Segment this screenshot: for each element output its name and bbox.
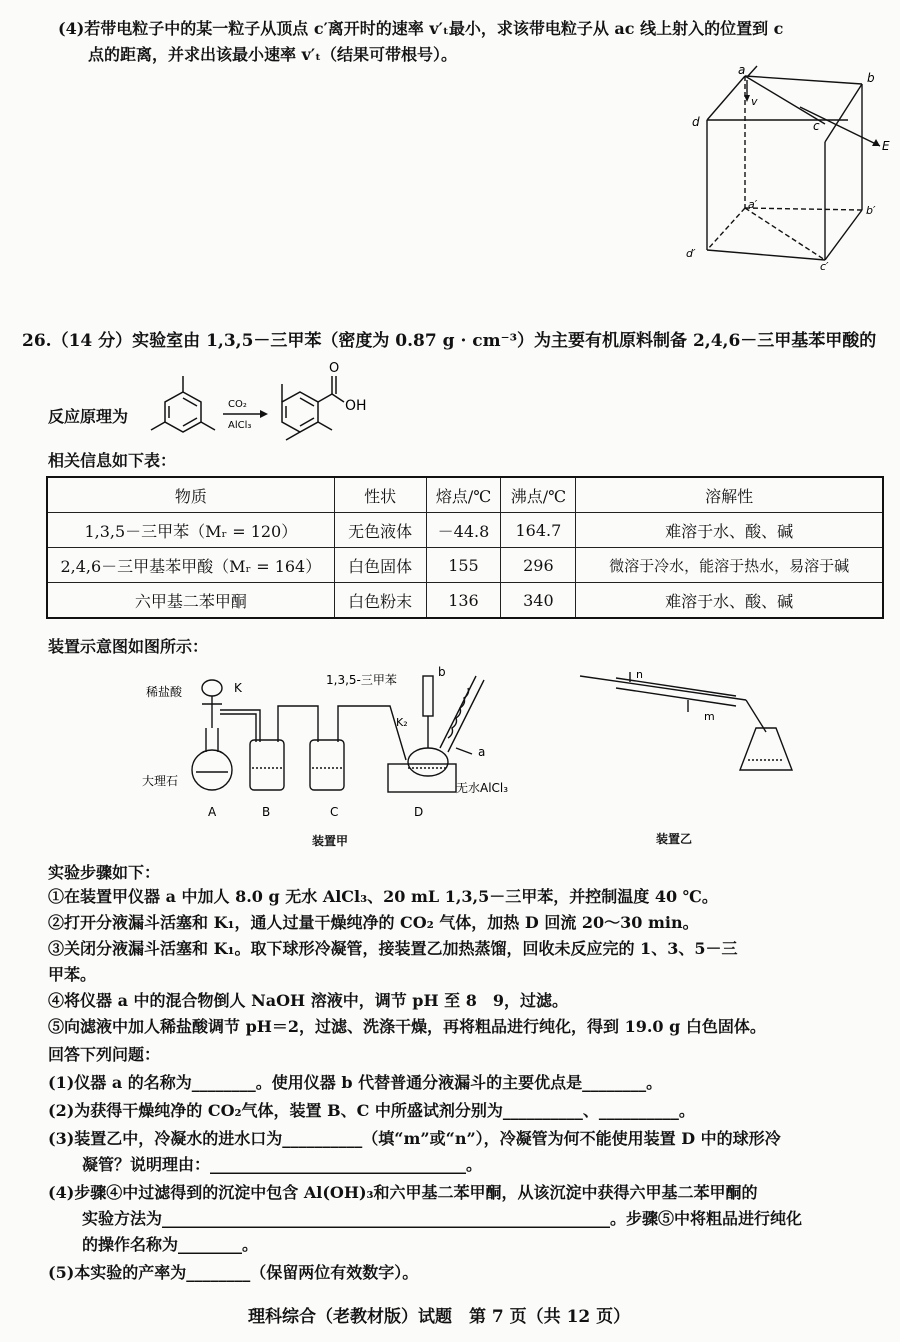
label-mesitylene: 1,3,5-三甲苯 — [326, 673, 397, 687]
table-header-row — [47, 477, 883, 513]
reaction-label: 反应原理为 — [48, 407, 129, 426]
question-3-cont: 凝管？说明理由：________________________________。 — [82, 1155, 483, 1174]
table-row — [47, 583, 883, 619]
table-header: 物质 — [47, 477, 334, 513]
label-m: m — [704, 710, 715, 723]
table-header: 沸点/℃ — [501, 477, 576, 513]
table-cell: 无色液体 — [334, 513, 426, 548]
table-header: 溶解性 — [576, 477, 883, 513]
label-dilute-hcl: 稀盐酸 — [146, 685, 183, 699]
table-header: 熔点/℃ — [426, 477, 501, 513]
cube-label-d-prime: d′ — [686, 247, 696, 260]
label-A: A — [208, 805, 217, 819]
cube-label-b-prime: b′ — [866, 204, 876, 217]
label-k2: K₂ — [396, 716, 408, 729]
table-cell: 白色粉末 — [334, 583, 426, 619]
label-alcl3: 无水AlCl₃ — [456, 781, 509, 795]
cube-label-a-prime: a′ — [748, 198, 758, 211]
question-4-cont2: 的操作名称为________。 — [82, 1235, 259, 1254]
page-footer: 理科综合（老教材版）试题 第 7 页（共 12 页） — [248, 1307, 631, 1327]
table-cell: 136 — [426, 583, 501, 619]
table-cell: 2,4,6－三甲基苯甲酸（Mᵣ = 164） — [47, 548, 334, 583]
cube-diagram — [680, 62, 900, 272]
device-yi-caption: 装置乙 — [656, 832, 693, 846]
label-B: B — [262, 805, 271, 819]
question-2: (2)为获得干燥纯净的 CO₂气体，装置 B、C 中所盛试剂分别为__________、__________。 — [48, 1101, 695, 1120]
apparatus-jia — [140, 660, 540, 820]
table-cell: 1,3,5－三甲苯（Mᵣ = 120） — [47, 513, 334, 548]
table-cell: 微溶于冷水，能溶于热水，易溶于碱 — [576, 548, 883, 583]
apparatus-yi — [576, 662, 806, 782]
label-marble: 大理石 — [142, 774, 179, 788]
reagent-co2: CO₂ — [228, 399, 247, 410]
cube-label-c: c — [813, 119, 820, 133]
question-4-cont: 实验方法为________________________________________________________。步骤⑤中将粗品进行纯化 — [82, 1209, 803, 1228]
table-row — [47, 513, 883, 548]
table-cell: 296 — [501, 548, 576, 583]
cube-label-v: v — [751, 95, 758, 108]
table-cell: 白色固体 — [334, 548, 426, 583]
property-table — [46, 476, 884, 619]
device-jia-caption: 装置甲 — [312, 834, 349, 848]
q25-part4-line1: (4)若带电粒子中的某一粒子从顶点 c′离开时的速率 v′ₜ最小，求该带电粒子从 ac 线上射入的位置到 c — [58, 19, 784, 38]
answer-intro: 回答下列问题： — [48, 1045, 161, 1064]
cube-label-a: a — [738, 63, 746, 77]
q25-part4-line2: 点的距离，并求出该最小速率 v′ₜ（结果可带根号）。 — [88, 45, 458, 64]
table-cell: 难溶于水、酸、碱 — [576, 513, 883, 548]
table-cell: 164.7 — [501, 513, 576, 548]
question-1: (1)仪器 a 的名称为________。使用仪器 b 代替普通分液漏斗的主要优点是________。 — [48, 1073, 663, 1092]
apparatus-intro: 装置示意图如图所示： — [48, 637, 209, 656]
label-D: D — [414, 805, 424, 819]
step-2: ②打开分液漏斗活塞和 K₁，通人过量干燥纯净的 CO₂ 气体，加热 D 回流 20～30 min。 — [48, 913, 699, 932]
reaction-scheme — [148, 360, 388, 450]
reagent-alcl3: AlCl₃ — [228, 420, 252, 431]
label-b: b — [438, 665, 446, 679]
label-n: n — [636, 668, 643, 681]
table-cell: 难溶于水、酸、碱 — [576, 583, 883, 619]
step-5: ⑤向滤液中加人稀盐酸调节 pH＝2，过滤、洗涤干燥，再将粗品进行纯化，得到 19.0 g 白色固体。 — [48, 1017, 766, 1036]
question-5: (5)本实验的产率为________（保留两位有效数字）。 — [48, 1263, 419, 1282]
step-4: ④将仪器 a 中的混合物倒人 NaOH 溶液中，调节 pH 至 8 9，过滤。 — [48, 991, 568, 1010]
label-a: a — [478, 745, 486, 759]
cube-label-c-prime: c′ — [820, 260, 829, 272]
cube-label-d: d — [692, 115, 700, 129]
q26-header: 26.（14 分）实验室由 1,3,5－三甲苯（密度为 0.87 g · cm⁻³）为主要有机原料制备 2,4,6－三甲基苯甲酸的 — [22, 331, 877, 351]
question-3: (3)装置乙中，冷凝水的进水口为__________（填“m”或“n”），冷凝管为何不能使用装置 D 中的球形冷 — [48, 1129, 781, 1148]
table-cell: －44.8 — [426, 513, 501, 548]
label-k: K — [234, 681, 242, 695]
step-3-cont: 甲苯。 — [48, 965, 97, 984]
step-3: ③关闭分液漏斗活塞和 K₁。取下球形冷凝管，接装置乙加热蒸馏，回收未反应完的 1、3、5－三 — [48, 939, 738, 958]
steps-intro: 实验步骤如下： — [48, 863, 161, 882]
step-1: ①在装置甲仪器 a 中加人 8.0 g 无水 AlCl₃、20 mL 1,3,5－三甲苯，并控制温度 40 ℃。 — [48, 887, 718, 906]
table-header: 性状 — [334, 477, 426, 513]
table-cell: 155 — [426, 548, 501, 583]
cube-label-b: b — [867, 71, 875, 85]
question-4: (4)步骤④中过滤得到的沉淀中包含 Al(OH)₃和六甲基二苯甲酮，从该沉淀中获得六甲基二苯甲酮的 — [48, 1183, 758, 1202]
svg-text:O: O — [329, 361, 340, 376]
table-cell: 六甲基二苯甲酮 — [47, 583, 334, 619]
label-C: C — [330, 805, 339, 819]
table-intro: 相关信息如下表： — [48, 451, 177, 470]
table-row — [47, 548, 883, 583]
product-oh: OH — [345, 398, 367, 414]
table-cell: 340 — [501, 583, 576, 619]
cube-label-e: E — [882, 139, 890, 153]
